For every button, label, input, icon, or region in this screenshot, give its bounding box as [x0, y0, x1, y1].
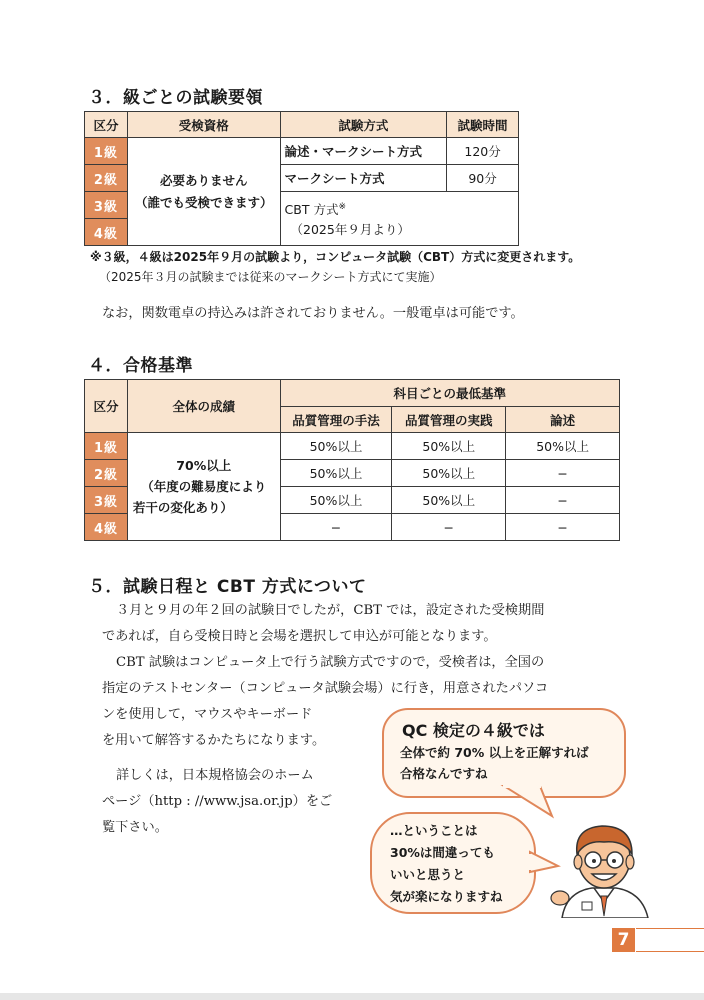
section3-heading: ３．級ごとの試験要領	[88, 88, 263, 108]
character-illustration	[544, 818, 664, 918]
time-cell: 120分	[447, 138, 519, 165]
header-min-criteria: 科目ごとの最低基準	[280, 380, 619, 407]
paragraph2-line2: 指定のテストセンター（コンピュータ試験会場）に行き，用意されたパソコ	[102, 681, 549, 696]
score-cell: 50%以上	[280, 460, 392, 487]
paragraph3-line1: 詳しくは，日本規格協会のホーム	[116, 768, 314, 783]
method-cell: マークシート方式	[280, 165, 447, 192]
time-cell: 90分	[447, 165, 519, 192]
level-3: 3級	[85, 192, 128, 219]
eligibility-line1: 必要ありません	[159, 172, 248, 188]
level-1: 1級	[85, 138, 128, 165]
bubble-bottom-line2: 30%は間違っても	[390, 845, 495, 860]
subheader-essay: 論述	[506, 407, 620, 433]
section5-heading: ５．試験日程と CBT 方式について	[88, 577, 367, 597]
score-cell: 50%以上	[280, 487, 392, 514]
cbt-mark: ※	[338, 201, 346, 212]
paragraph3-line3: 覧下さい。	[102, 820, 168, 835]
bubble-top-title: QC 検定の４級では	[402, 721, 545, 740]
cbt-note-line2: （2025年３月の試験までは従来のマークシート方式にて実施）	[99, 270, 442, 284]
score-cell: −	[506, 514, 620, 541]
paragraph2-line4: を用いて解答するかたちになります。	[102, 733, 326, 748]
score-cell: 50%以上	[392, 433, 506, 460]
method-cell: 論述・マークシート方式	[280, 138, 447, 165]
page-number: 7	[612, 928, 635, 952]
overall-line3: 若干の変化あり）	[132, 500, 233, 515]
bubble-top-line1: 全体で約 70% 以上を正解すれば	[400, 745, 589, 760]
calculator-note: なお，関数電卓の持込みは許されておりません。一般電卓は可能です。	[102, 306, 524, 321]
paragraph3-line2: ページ（http : //www.jsa.or.jp）をご	[102, 794, 333, 809]
score-cell: 50%以上	[506, 433, 620, 460]
cbt-method: CBT 方式	[284, 202, 339, 218]
header-method: 試験方式	[280, 112, 447, 138]
score-cell: −	[506, 487, 620, 514]
passing-criteria-table	[84, 379, 620, 541]
score-cell: −	[392, 514, 506, 541]
paragraph2-line1: CBT 試験はコンピュータ上で行う試験方式ですので，受検者は，全国の	[116, 655, 545, 670]
level-4: 4級	[85, 219, 128, 246]
overall-line1: 70%以上	[176, 458, 232, 473]
paragraph1-line1: ３月と９月の年２回の試験日でしたが，CBT では，設定された受検期間	[116, 603, 545, 618]
score-cell: 50%以上	[280, 433, 392, 460]
bubble-top-line2: 合格なんですね	[400, 766, 488, 781]
header-overall: 全体の成績	[127, 380, 280, 433]
header-category: 区分	[85, 380, 128, 433]
eligibility-line2: （誰でも受検できます）	[134, 194, 273, 210]
level-2: 2級	[85, 460, 128, 487]
score-cell: 50%以上	[392, 460, 506, 487]
footer-bar	[0, 993, 704, 1000]
header-eligibility: 受検資格	[127, 112, 280, 138]
eligibility-cell	[127, 138, 280, 246]
page-number-rule	[636, 928, 704, 952]
header-category: 区分	[85, 112, 128, 138]
paragraph1-line2: であれば，自ら受検日時と会場を選択して申込が可能となります。	[102, 629, 497, 644]
subheader-methods: 品質管理の手法	[280, 407, 392, 433]
level-3: 3級	[85, 487, 128, 514]
score-cell: 50%以上	[392, 487, 506, 514]
speech-bubble-bottom	[370, 812, 536, 914]
subheader-practice: 品質管理の実践	[392, 407, 506, 433]
paragraph2-line3: ンを使用して，マウスやキーボード	[102, 707, 313, 722]
bubble-bottom-line1: …ということは	[390, 823, 478, 838]
overall-cell	[127, 433, 280, 541]
level-4: 4級	[85, 514, 128, 541]
cbt-date: （2025年９月より）	[290, 222, 410, 238]
level-2: 2級	[85, 165, 128, 192]
overall-line2: （年度の難易度により	[141, 479, 267, 494]
section4-heading: ４．合格基準	[88, 356, 193, 376]
header-time: 試験時間	[447, 112, 519, 138]
score-cell: −	[280, 514, 392, 541]
cbt-cell	[280, 192, 518, 246]
bubble-bottom-line4: 気が楽になりますね	[390, 889, 503, 904]
bubble-bottom-line3: いいと思うと	[390, 867, 466, 882]
cbt-note-line1: ※３級，４級は2025年９月の試験より，コンピュータ試験（CBT）方式に変更されます。	[90, 250, 581, 264]
exam-format-table	[84, 111, 519, 246]
score-cell: −	[506, 460, 620, 487]
level-1: 1級	[85, 433, 128, 460]
